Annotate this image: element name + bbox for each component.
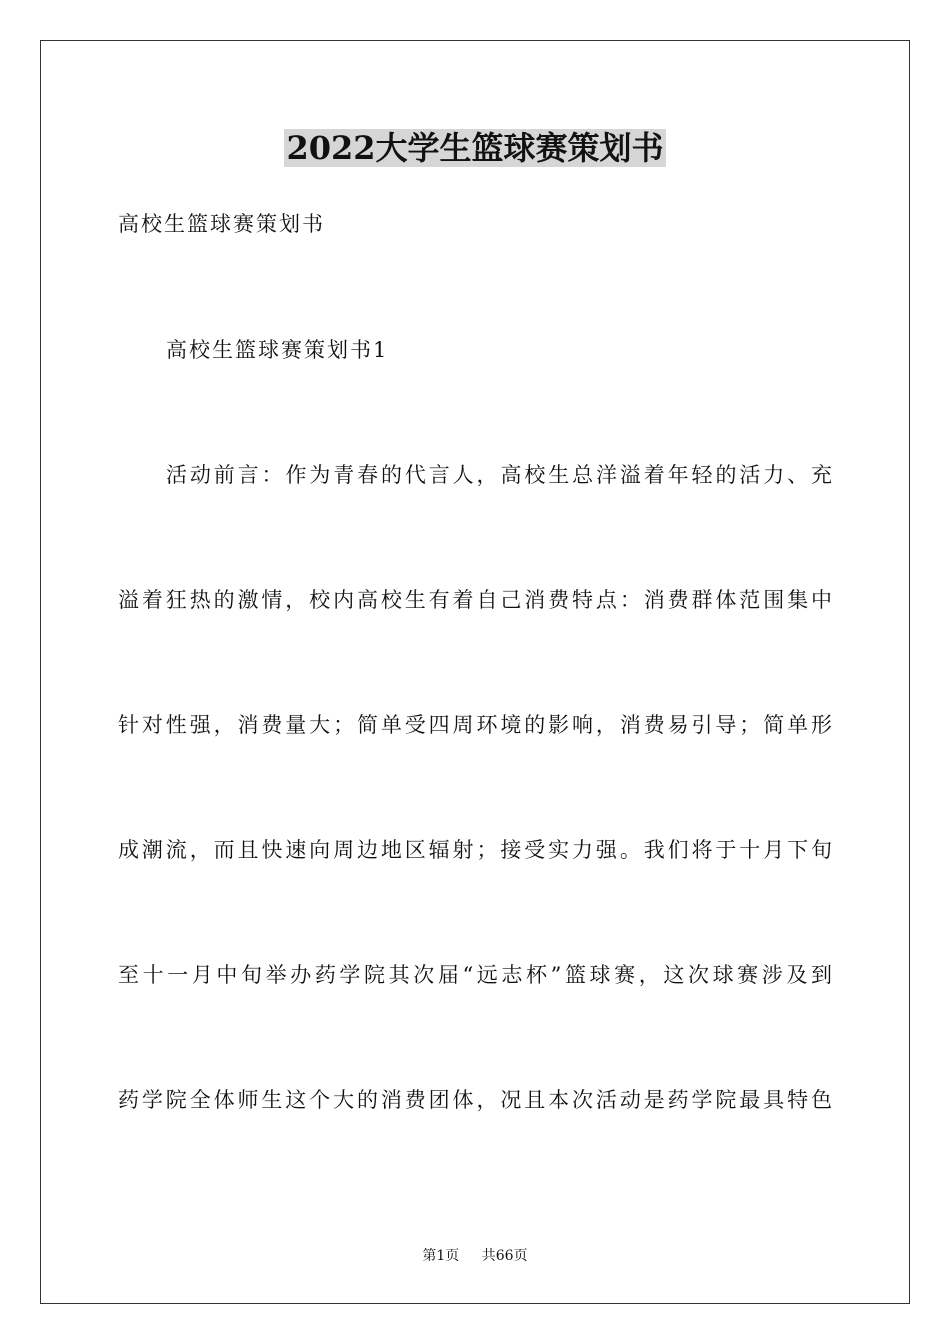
page-number-current: 第1页 bbox=[422, 1248, 460, 1264]
document-subtitle: 高校生篮球赛策划书 bbox=[118, 212, 325, 236]
body-line: 溢着狂热的激情，校内高校生有着自己消费特点：消费群体范围集中 bbox=[118, 588, 832, 612]
body-line: 活动前言：作为青春的代言人，高校生总洋溢着年轻的活力、充 bbox=[166, 463, 832, 487]
body-line: 成潮流，而且快速向周边地区辐射；接受实力强。我们将于十月下旬 bbox=[118, 838, 832, 862]
body-line: 至十一月中旬举办药学院其次届“远志杯”篮球赛，这次球赛涉及到 bbox=[118, 963, 832, 987]
document-title bbox=[0, 126, 950, 170]
section-heading: 高校生篮球赛策划书1 bbox=[166, 338, 389, 362]
page-number-total: 共66页 bbox=[481, 1248, 528, 1264]
body-line: 针对性强，消费量大；简单受四周环境的影响，消费易引导；简单形 bbox=[118, 713, 832, 737]
body-line: 药学院全体师生这个大的消费团体，况且本次活动是药学院最具特色 bbox=[118, 1088, 832, 1112]
page-footer bbox=[0, 1246, 950, 1266]
document-title-text: 2022大学生篮球赛策划书 bbox=[286, 129, 664, 167]
